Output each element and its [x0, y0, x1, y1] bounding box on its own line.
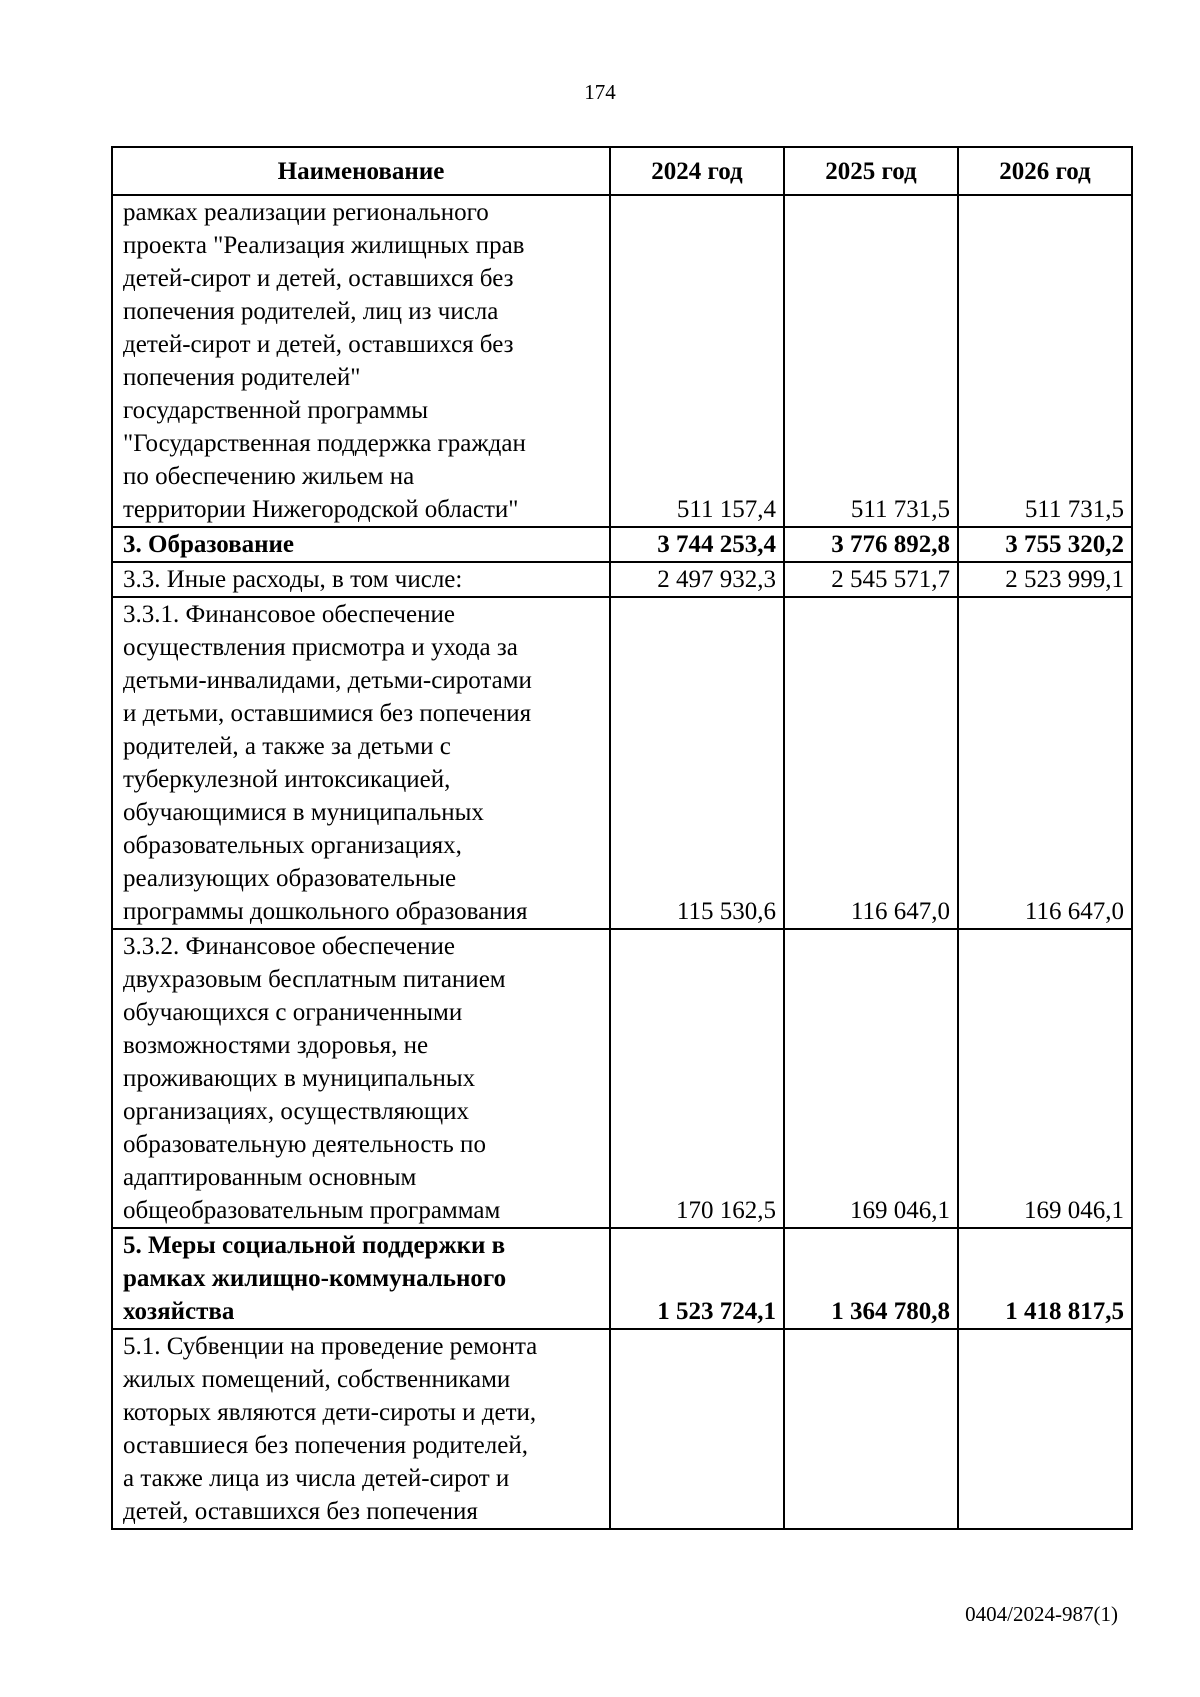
document-code: 0404/2024-987(1) — [965, 1602, 1118, 1626]
header-2024: 2024 год — [610, 147, 784, 195]
value-2025: 169 046,1 — [784, 929, 958, 1228]
row-name-line: обучающихся с ограниченными — [123, 999, 463, 1026]
row-name-line: обучающимися в муниципальных — [123, 799, 484, 826]
row-name-line: а также лица из числа детей-сирот и — [123, 1465, 510, 1492]
value-2024: 115 530,6 — [610, 597, 784, 929]
value-2026: 511 731,5 — [958, 195, 1132, 527]
row-name-line: общеобразовательным программам — [123, 1197, 501, 1224]
table-row — [112, 195, 1132, 527]
row-name-line: организациях, осуществляющих — [123, 1098, 469, 1125]
row-name-line: двухразовым бесплатным питанием — [123, 966, 506, 993]
table-body — [112, 195, 1132, 1529]
row-name-line: 3.3.1. Финансовое обеспечение — [123, 601, 455, 628]
row-name — [112, 1329, 610, 1529]
value-2026: 1 418 817,5 — [958, 1228, 1132, 1329]
value-2026: 3 755 320,2 — [958, 527, 1132, 562]
value-2024: 2 497 932,3 — [610, 562, 784, 597]
row-name-line: 3.3.2. Финансовое обеспечение — [123, 933, 455, 960]
row-name-line: попечения родителей, лиц из числа — [123, 298, 499, 325]
table-row — [112, 1228, 1132, 1329]
row-name-line: жилых помещений, собственниками — [123, 1366, 511, 1393]
row-name-line: 5.1. Субвенции на проведение ремонта — [123, 1333, 538, 1360]
row-name — [112, 1228, 610, 1329]
row-name-line: проекта "Реализация жилищных прав — [123, 232, 525, 259]
value-2026: 116 647,0 — [958, 597, 1132, 929]
value-2025: 116 647,0 — [784, 597, 958, 929]
value-2024: 170 162,5 — [610, 929, 784, 1228]
row-name-line: оставшиеся без попечения родителей, — [123, 1432, 528, 1459]
row-name-line: туберкулезной интоксикацией, — [123, 766, 451, 793]
value-2024: 1 523 724,1 — [610, 1228, 784, 1329]
row-name-line: территории Нижегородской области" — [123, 496, 519, 523]
row-name — [112, 527, 610, 562]
row-name-line: государственной программы — [123, 397, 429, 424]
row-name — [112, 929, 610, 1228]
row-name-line: 3. Образование — [123, 531, 295, 558]
row-name-line: детей-сирот и детей, оставшихся без — [123, 265, 514, 292]
value-2025 — [784, 1329, 958, 1529]
row-name-line: рамках реализации регионального — [123, 199, 489, 226]
row-name-line: программы дошкольного образования — [123, 898, 528, 925]
row-name-line: хозяйства — [123, 1298, 235, 1325]
row-name-line: детей, оставшихся без попечения — [123, 1498, 478, 1525]
row-name-line: "Государственная поддержка граждан — [123, 430, 526, 457]
row-name-line: родителей, а также за детьми с — [123, 733, 451, 760]
row-name-line: образовательных организациях, — [123, 832, 462, 859]
row-name-line: реализующих образовательные — [123, 865, 457, 892]
row-name-line: адаптированным основным — [123, 1164, 417, 1191]
value-2025: 1 364 780,8 — [784, 1228, 958, 1329]
value-2026: 2 523 999,1 — [958, 562, 1132, 597]
value-2025: 511 731,5 — [784, 195, 958, 527]
value-2026 — [958, 1329, 1132, 1529]
value-2024: 511 157,4 — [610, 195, 784, 527]
header-2026: 2026 год — [958, 147, 1132, 195]
row-name-line: 5. Меры социальной поддержки в — [123, 1232, 506, 1259]
header-name: Наименование — [112, 147, 610, 195]
table-row — [112, 562, 1132, 597]
value-2025: 3 776 892,8 — [784, 527, 958, 562]
row-name-line: по обеспечению жильем на — [123, 463, 415, 490]
row-name-line: попечения родителей" — [123, 364, 361, 391]
table-row — [112, 1329, 1132, 1529]
page-number: 174 — [584, 80, 616, 104]
value-2024 — [610, 1329, 784, 1529]
row-name — [112, 597, 610, 929]
table-header-row — [112, 147, 1132, 195]
value-2026: 169 046,1 — [958, 929, 1132, 1228]
row-name-line: рамках жилищно-коммунального — [123, 1265, 507, 1292]
row-name-line: 3.3. Иные расходы, в том числе: — [123, 566, 463, 593]
value-2025: 2 545 571,7 — [784, 562, 958, 597]
row-name — [112, 562, 610, 597]
header-2025: 2025 год — [784, 147, 958, 195]
row-name-line: детей-сирот и детей, оставшихся без — [123, 331, 514, 358]
table-row — [112, 929, 1132, 1228]
row-name-line: осуществления присмотра и ухода за — [123, 634, 518, 661]
row-name-line: детьми-инвалидами, детьми-сиротами — [123, 667, 532, 694]
row-name-line: и детьми, оставшимися без попечения — [123, 700, 532, 727]
row-name-line: которых являются дети-сироты и дети, — [123, 1399, 537, 1426]
value-2024: 3 744 253,4 — [610, 527, 784, 562]
row-name-line: проживающих в муниципальных — [123, 1065, 476, 1092]
row-name — [112, 195, 610, 527]
row-name-line: образовательную деятельность по — [123, 1131, 486, 1158]
table-row — [112, 597, 1132, 929]
table-row — [112, 527, 1132, 562]
row-name-line: возможностями здоровья, не — [123, 1032, 429, 1059]
budget-table — [111, 146, 1133, 1530]
